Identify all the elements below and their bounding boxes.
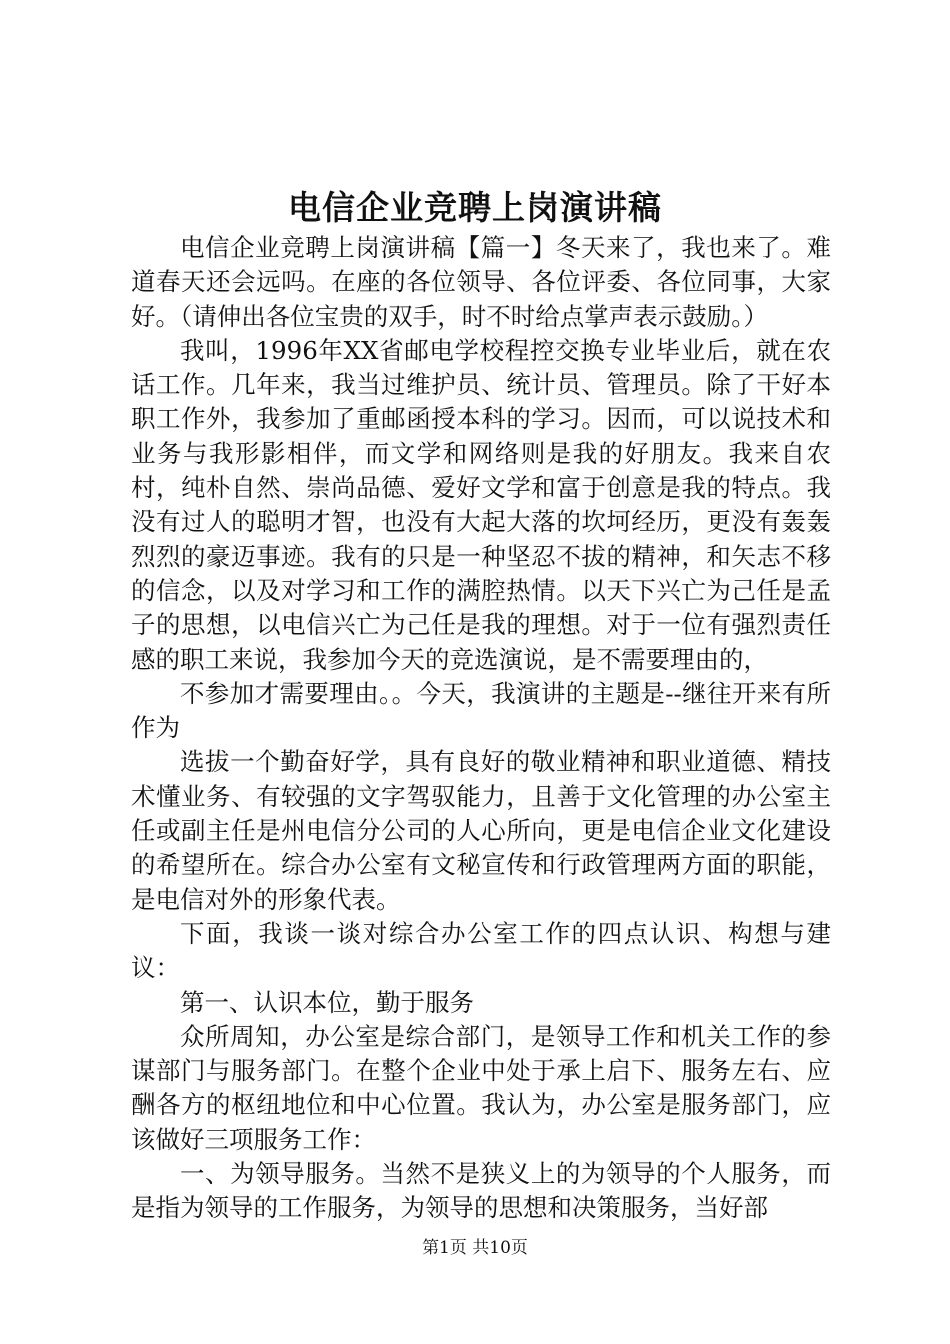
paragraph: 一、为领导服务。当然不是狭义上的为领导的个人服务，而是指为领导的工作服务，为领导的思想和决策服务，当好部 bbox=[131, 1159, 831, 1223]
paragraph: 众所周知，办公室是综合部门，是领导工作和机关工作的参谋部门与服务部门。在整个企业中处于承上启下、服务左右、应酬各方的枢纽地位和中心位置。我认为，办公室是服务部门，应该做好三项服务工作： bbox=[131, 1021, 831, 1154]
paragraph: 下面，我谈一谈对综合办公室工作的四点认识、构想与建议： bbox=[131, 918, 831, 983]
document-title: 电信企业竞聘上岗演讲稿 bbox=[288, 188, 662, 227]
paragraph: 我叫，1996年XX省邮电学校程控交换专业毕业后，就在农话工作。几年来，我当过维护员、统计员、管理员。除了干好本职工作外，我参加了重邮函授本科的学习。因而，可以说技术和业务与我形影相伴，而文学和网络则是我的好朋友。我来自农村，纯朴自然、崇尚品德、爱好文学和富于创意是我的特点。我没有过人的聪明才智，也没有大起大落的坎坷经历，更没有轰轰烈烈的豪迈事迹。我有的只是一种坚忍不拔的精神，和矢志不移的信念，以及对学习和工作的满腔热情。以天下兴亡为己任是孟子的思想，以电信兴亡为己任是我的理想。对于一位有强烈责任感的职工来说，我参加今天的竞选演说，是不需要理由的， bbox=[131, 335, 831, 674]
page-number-footer: 第1页 共10页 bbox=[422, 1238, 528, 1258]
paragraph: 选拔一个勤奋好学，具有良好的敬业精神和职业道德、精技术懂业务、有较强的文字驾驭能力，且善于文化管理的办公室主任或副主任是州电信分公司的人心所向，更是电信企业文化建设的希望所在。综合办公室有文秘宣传和行政管理两方面的职能，是电信对外的形象代表。 bbox=[131, 747, 831, 914]
paragraph: 第一、认识本位，勤于服务 bbox=[180, 987, 474, 1017]
paragraph: 不参加才需要理由。。今天，我演讲的主题是--继往开来有所作为 bbox=[131, 678, 831, 743]
document-body bbox=[131, 231, 831, 1226]
paragraph: 电信企业竞聘上岗演讲稿【篇一】冬天来了，我也来了。难道春天还会远吗。在座的各位领导、各位评委、各位同事，大家好。（请伸出各位宝贵的双手，时不时给点掌声表示鼓励。） bbox=[131, 233, 831, 331]
